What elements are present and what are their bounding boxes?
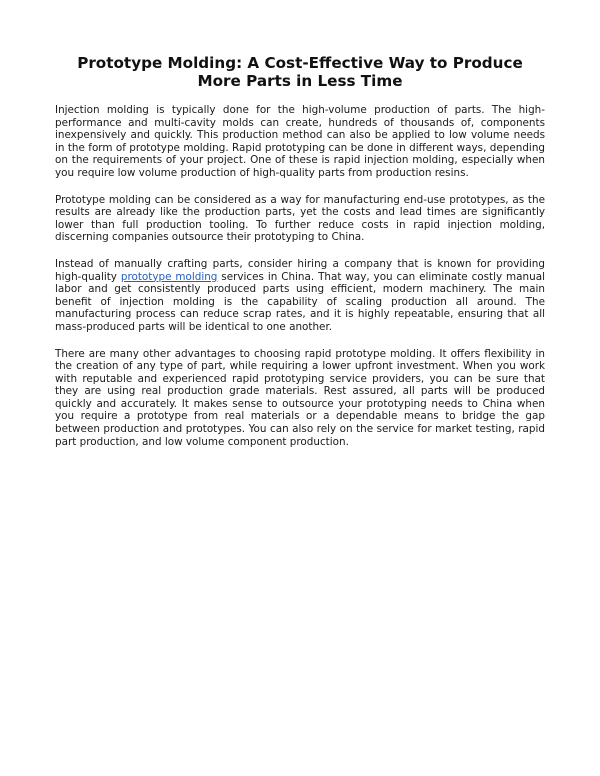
paragraph-3 bbox=[55, 258, 545, 334]
prototype-molding-link[interactable]: prototype molding bbox=[120, 270, 218, 283]
document-page bbox=[55, 54, 545, 462]
document-title: Prototype Molding: A Cost-Effective Way to Produce More Parts in Less Time bbox=[77, 54, 523, 90]
paragraph-1: Injection molding is typically done for the high-volume production of parts. The high-performance and multi-cavity molds can create, hundreds of thousands of, components inexpensively and quickly. This production method can also be applied to low volume needs in the form of prototype molding. Rapid prototyping can be done in different ways, depending on the requirements of your project. One of these is rapid injection molding, especially when you require low volume production of high-quality parts from production resins. bbox=[55, 104, 545, 179]
paragraph-4: There are many other advantages to choosing rapid prototype molding. It offers flexibility in the creation of any type of part, while requiring a lower upfront investment. When you work with reputable and experienced rapid prototyping service providers, you can be sure that they are using real production grade materials. Rest assured, all parts will be produced quickly and accurately. It makes sense to outsource your prototyping needs to China when you require a prototype from real materials or a dependable means to bridge the gap between production and prototypes. You can also rely on the service for market testing, rapid part production, and low volume component production. bbox=[55, 347, 545, 448]
paragraph-3-before-link: Instead of manually crafting parts, consider hiring a company that is known for providing high-quality bbox=[55, 257, 545, 283]
paragraph-3-after-link: services in China. That way, you can eliminate costly manual labor and get consistently produced parts using efficient, modern machinery. The main benefit of injection molding is the capability of scaling production all around. The manufacturing process can reduce scrap rates, and it is highly repeatable, ensuring that all mass-produced parts will be identical to one another. bbox=[55, 270, 545, 333]
paragraph-2: Prototype molding can be considered as a way for manufacturing end-use prototypes, as the results are already like the production parts, yet the costs and lead times are significantly lower than full production tooling. To further reduce costs in rapid injection molding, discerning companies outsource their prototyping to China. bbox=[55, 193, 545, 244]
